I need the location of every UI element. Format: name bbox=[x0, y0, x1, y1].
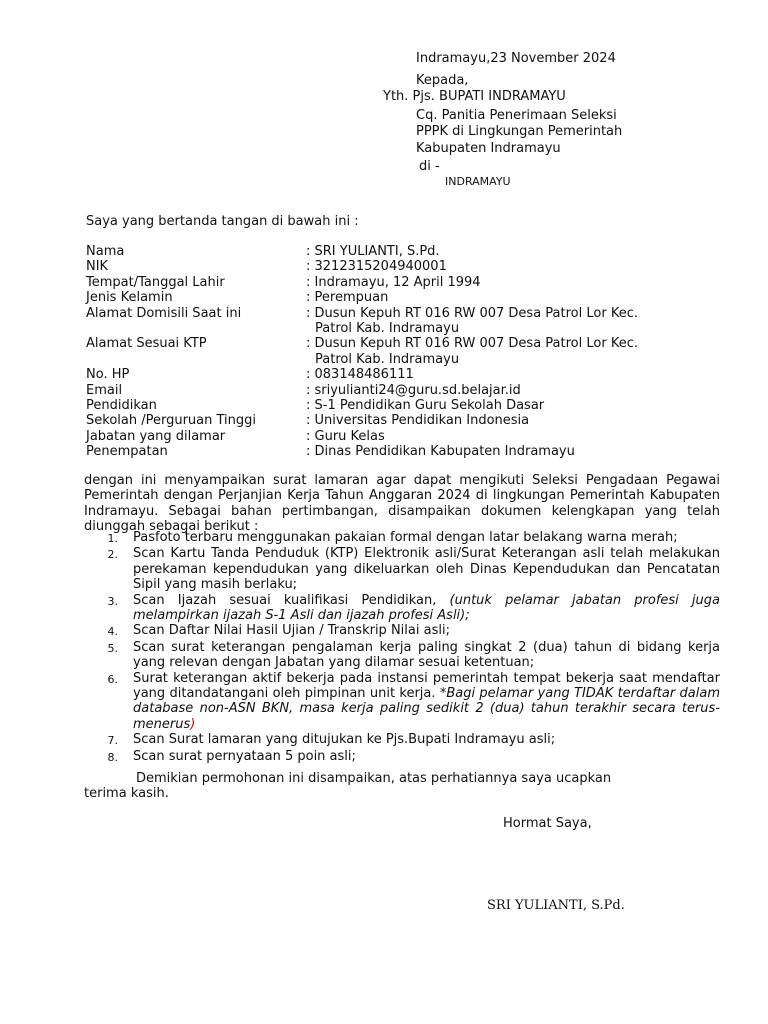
identity-row bbox=[86, 336, 706, 367]
regards: Hormat Saya, bbox=[503, 816, 592, 831]
identity-value-line: : S-1 Pendidikan Guru Sekolah Dasar bbox=[306, 398, 545, 414]
document-text bbox=[133, 640, 720, 671]
signatory-name: SRI YULIANTI, S.Pd. bbox=[487, 898, 625, 913]
document-text-plain: Scan surat pernyataan 5 poin asli; bbox=[133, 748, 356, 764]
identity-value bbox=[306, 383, 706, 398]
identity-value bbox=[306, 367, 706, 382]
identity-table bbox=[86, 244, 706, 460]
identity-value bbox=[306, 398, 706, 413]
identity-value-line-2: Patrol Kab. Indramayu bbox=[315, 351, 460, 367]
identity-row bbox=[86, 367, 706, 382]
kepada-label: Kepada, bbox=[416, 73, 469, 88]
body-paragraph-text: dengan ini menyampaikan surat lamaran agar dapat mengikuti Seleksi Pengadaan Pegawai Pemerintah dengan Perjanjian Kerja Tahun Anggaran 2024 di lingkungan Pemerintah Kabupaten Indramayu. Sebagai bahan pertimbangan, disampaikan dokumen kelengkapan yang telah diunggah sebagai berikut : bbox=[84, 473, 720, 535]
identity-value-line-2: Patrol Kab. Indramayu bbox=[315, 321, 460, 337]
addressee-city: INDRAMAYU bbox=[445, 175, 511, 188]
addressee-di: di - bbox=[419, 159, 440, 174]
addressee-cq-line1: Cq. Panitia Penerimaan Seleksi bbox=[416, 108, 617, 123]
addressee-title: Yth. Pjs. BUPATI INDRAMAYU bbox=[383, 89, 566, 104]
identity-value-line: : Guru Kelas bbox=[306, 428, 385, 444]
document-text-plain: Scan Surat lamaran yang ditujukan ke Pjs.Bupati Indramayu asli; bbox=[133, 732, 556, 748]
identity-value-line: : SRI YULIANTI, S.Pd. bbox=[306, 244, 440, 259]
closing-line-2: terima kasih. bbox=[84, 786, 169, 802]
document-text-plain: Scan Daftar Nilai Hasil Ujian / Transkrip Nilai asli; bbox=[133, 623, 450, 639]
document-number bbox=[84, 530, 133, 546]
identity-value-line: : Dusun Kepuh RT 016 RW 007 Desa Patrol Lor Kec. bbox=[306, 336, 638, 352]
closing-line-1: Demikian permohonan ini disampaikan, atas perhatiannya saya ucapkan bbox=[136, 771, 612, 786]
identity-row bbox=[86, 429, 706, 444]
identity-label: Email bbox=[86, 382, 123, 398]
identity-value bbox=[306, 275, 706, 290]
document-number bbox=[84, 623, 133, 639]
identity-row bbox=[86, 244, 706, 259]
addressee-cq-line2: PPPK di Lingkungan Pemerintah bbox=[416, 124, 623, 139]
identity-row bbox=[86, 383, 706, 398]
identity-row bbox=[86, 259, 706, 274]
document-number bbox=[84, 732, 133, 748]
identity-value bbox=[306, 306, 706, 337]
identity-value-line: : Indramayu, 12 April 1994 bbox=[306, 274, 481, 290]
identity-label: NIK bbox=[86, 259, 109, 275]
identity-value bbox=[306, 244, 706, 259]
document-item bbox=[84, 749, 720, 765]
identity-label: Pendidikan bbox=[86, 398, 157, 414]
identity-row bbox=[86, 398, 706, 413]
document-item bbox=[84, 640, 720, 671]
identity-label: Tempat/Tanggal Lahir bbox=[86, 274, 225, 290]
document-text bbox=[133, 623, 720, 639]
identity-value bbox=[306, 413, 706, 428]
document-item bbox=[84, 546, 720, 592]
document-text-plain: Scan Kartu Tanda Penduduk (KTP) Elektronik asli/Surat Keterangan asli telah melakukan perekaman kependudukan yang dikeluarkan oleh Dinas Kependudukan dan Pencatatan Sipil yang masih berlaku; bbox=[133, 546, 720, 593]
document-number bbox=[84, 749, 133, 765]
document-number-text: 5. bbox=[107, 641, 118, 655]
document-number-text: 2. bbox=[107, 548, 118, 562]
document-text-plain: Scan surat keterangan pengalaman kerja paling singkat 2 (dua) tahun di bidang kerja yang relevan dengan Jabatan yang dilamar sesuai ketentuan; bbox=[133, 639, 720, 671]
document-item bbox=[84, 732, 720, 748]
identity-row bbox=[86, 444, 706, 459]
document-text-plain: Scan Ijazah sesuai kualifikasi Pendidikan, bbox=[133, 592, 450, 608]
identity-value bbox=[306, 429, 706, 444]
identity-value-line: : 3212315204940001 bbox=[306, 259, 447, 275]
document-text bbox=[133, 593, 720, 624]
intro-sentence: Saya yang bertanda tangan di bawah ini : bbox=[86, 214, 359, 229]
document-number-text: 6. bbox=[107, 672, 118, 686]
document-item bbox=[84, 530, 720, 546]
document-number bbox=[84, 640, 133, 671]
document-text bbox=[133, 530, 720, 546]
body-paragraph bbox=[84, 473, 720, 535]
document-text-italic: Bagi pelamar yang TIDAK terdaftar dalam database non-ASN BKN, masa kerja paling sedikit 2 (dua) tahun terakhir secara terus-menerus bbox=[133, 686, 721, 732]
document-text-plain: Pasfoto terbaru menggunakan pakaian formal dengan latar belakang warna merah; bbox=[133, 530, 678, 545]
document-number-text: 1. bbox=[107, 532, 118, 545]
identity-label: Sekolah /Perguruan Tinggi bbox=[86, 413, 257, 429]
identity-value bbox=[306, 259, 706, 274]
document-text-italic: (untuk pelamar jabatan profesi juga melampirkan ijazah S-1 Asli dan ijazah profesi Asli); bbox=[133, 592, 720, 624]
identity-value bbox=[306, 290, 706, 305]
identity-value-line: : Perempuan bbox=[306, 290, 389, 306]
document-number bbox=[84, 671, 133, 733]
identity-value bbox=[306, 444, 706, 459]
document-text-plain: Surat keterangan aktif bekerja pada instansi pemerintah tempat bekerja saat mendaftar yang ditandatangani oleh pimpinan unit kerja. * bbox=[133, 670, 720, 702]
identity-label: Nama bbox=[86, 244, 125, 259]
document-number-text: 8. bbox=[107, 750, 118, 764]
identity-value-line: : Universitas Pendidikan Indonesia bbox=[306, 413, 530, 429]
document-item bbox=[84, 593, 720, 624]
document-number-text: 3. bbox=[107, 594, 118, 608]
identity-row bbox=[86, 413, 706, 428]
identity-label: No. HP bbox=[86, 367, 130, 383]
document-number-text: 4. bbox=[107, 625, 118, 639]
document-item bbox=[84, 671, 720, 733]
addressee-cq-line3: Kabupaten Indramayu bbox=[416, 141, 561, 156]
identity-label: Alamat Domisili Saat ini bbox=[86, 305, 242, 321]
document-item bbox=[84, 623, 720, 639]
closing-paragraph bbox=[84, 771, 720, 802]
identity-label: Jabatan yang dilamar bbox=[86, 428, 226, 444]
identity-row bbox=[86, 290, 706, 305]
document-text bbox=[133, 732, 720, 748]
identity-row bbox=[86, 306, 706, 337]
document-text bbox=[133, 671, 720, 733]
document-text bbox=[133, 546, 720, 592]
document-list bbox=[84, 530, 720, 765]
identity-label: Penempatan bbox=[86, 444, 168, 460]
identity-label: Alamat Sesuai KTP bbox=[86, 336, 207, 352]
document-text-red: ) bbox=[190, 716, 196, 732]
document-number bbox=[84, 546, 133, 592]
document-text bbox=[133, 749, 720, 765]
place-date: Indramayu,23 November 2024 bbox=[416, 51, 616, 66]
identity-value-line: : sriyulianti24@guru.sd.belajar.id bbox=[306, 382, 521, 398]
identity-value-line: : 083148486111 bbox=[306, 367, 414, 383]
document-number bbox=[84, 593, 133, 624]
identity-row bbox=[86, 275, 706, 290]
identity-value-line: : Dusun Kepuh RT 016 RW 007 Desa Patrol Lor Kec. bbox=[306, 305, 638, 321]
identity-label: Jenis Kelamin bbox=[86, 290, 173, 306]
identity-value-line: : Dinas Pendidikan Kabupaten Indramayu bbox=[306, 444, 575, 460]
document-number-text: 7. bbox=[107, 734, 118, 748]
identity-value bbox=[306, 336, 706, 367]
